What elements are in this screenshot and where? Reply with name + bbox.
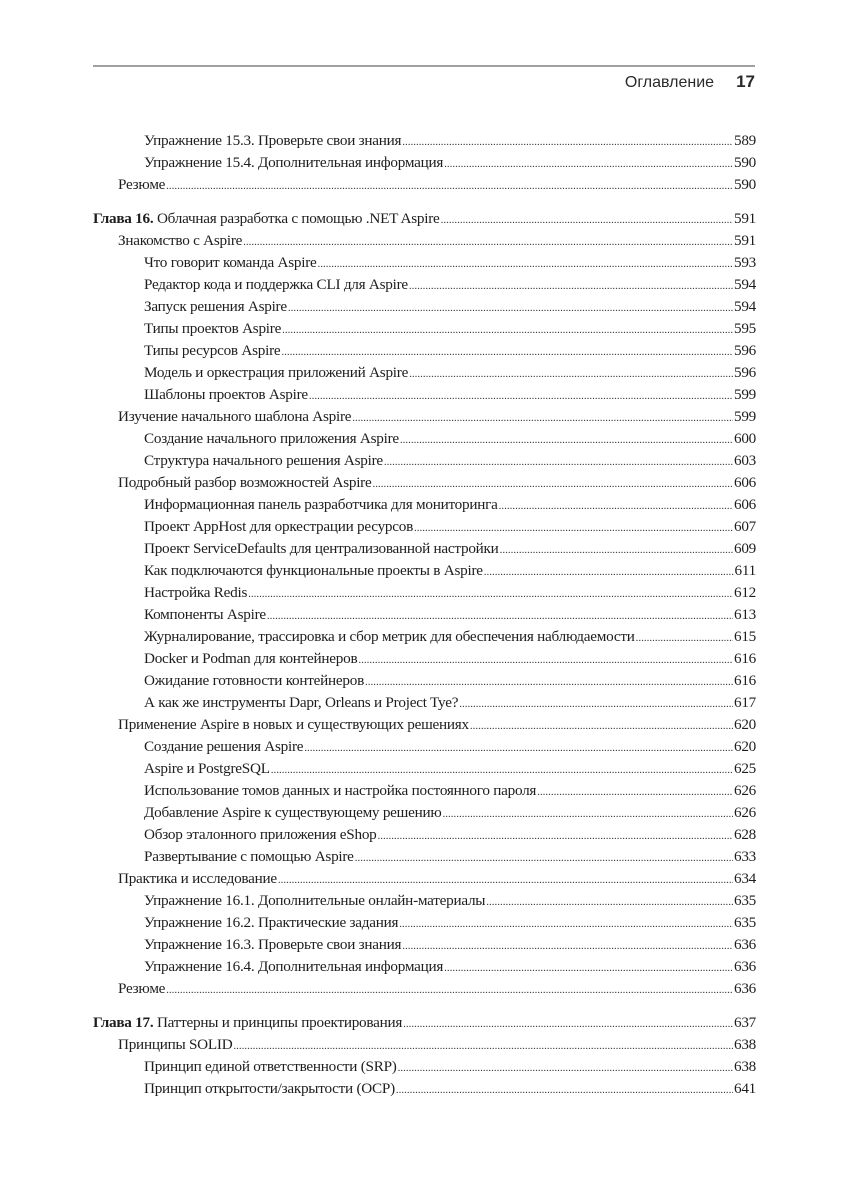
dot-leader (636, 627, 733, 649)
toc-entry-text: Упражнение 16.4. Дополнительная информация (144, 958, 444, 975)
toc-entry-page: 596 (733, 364, 756, 381)
toc-entry-text: Использование томов данных и настройка постоянного пароля (144, 782, 537, 799)
toc-entry-title (144, 1078, 395, 1100)
toc-entry-text: Шаблоны проектов Aspire (144, 386, 308, 403)
toc-entry-text: Информационная панель разработчика для мониторинга (144, 496, 498, 513)
toc-entry[interactable] (93, 252, 756, 274)
toc-entry[interactable] (93, 912, 756, 934)
toc-entry-text: Паттерны и принципы проектирования (153, 1014, 403, 1031)
toc-entry-page: 636 (733, 980, 756, 997)
toc-entry-text: Ожидание готовности контейнеров (144, 672, 365, 689)
toc-entry-title (144, 626, 635, 648)
toc-entry-text: Упражнение 15.4. Дополнительная информация (144, 154, 444, 171)
toc-entry-text: Типы проектов Aspire (144, 320, 282, 337)
toc-entry-text: Упражнение 16.1. Дополнительные онлайн-материалы (144, 892, 486, 909)
toc-entry-page: 615 (733, 628, 756, 645)
toc-entry-text: Знакомство с Aspire (118, 232, 243, 249)
toc-entry[interactable] (93, 736, 756, 758)
toc-entry-title (118, 406, 351, 428)
dot-leader (399, 913, 733, 935)
toc-entry-title (144, 152, 443, 174)
toc-entry[interactable] (93, 846, 756, 868)
toc-entry[interactable] (93, 1056, 756, 1078)
dot-leader (398, 1057, 733, 1079)
toc-entry-title (118, 472, 371, 494)
toc-entry[interactable] (93, 362, 756, 384)
toc-entry-page: 594 (733, 276, 756, 293)
toc-chapter-entry[interactable] (93, 208, 756, 230)
dot-leader (378, 825, 733, 847)
toc-entry-page: 633 (733, 848, 756, 865)
toc-entry-title (144, 1056, 397, 1078)
toc-entry[interactable] (93, 868, 756, 890)
toc-entry-title (144, 494, 498, 516)
dot-leader (444, 153, 733, 175)
toc-entry-page: 591 (733, 232, 756, 249)
toc-entry-title (144, 692, 458, 714)
toc-entry-text: Принцип открытости/закрытости (OCP) (144, 1080, 395, 1097)
toc-entry-page: 625 (733, 760, 756, 777)
toc-entry-page: 590 (733, 154, 756, 171)
toc-entry[interactable] (93, 494, 756, 516)
toc-entry[interactable] (93, 174, 756, 196)
toc-entry-text: Обзор эталонного приложения eShop (144, 826, 377, 843)
toc-entry-page: 609 (733, 540, 756, 557)
toc-entry-title (144, 912, 398, 934)
toc-entry-page: 620 (733, 716, 756, 733)
toc-entry-page: 626 (733, 782, 756, 799)
toc-entry-page: 600 (733, 430, 756, 447)
toc-entry[interactable] (93, 130, 756, 152)
toc-entry-page: 612 (733, 584, 756, 601)
dot-leader (442, 803, 733, 825)
toc-entry[interactable] (93, 450, 756, 472)
toc-entry-title (144, 340, 280, 362)
dot-leader (352, 407, 733, 429)
dot-leader (402, 131, 733, 153)
toc-entry-title (144, 318, 281, 340)
dot-leader (267, 605, 733, 627)
toc-entry-text: Принцип единой ответственности (SRP) (144, 1058, 397, 1075)
toc-entry[interactable] (93, 318, 756, 340)
dot-leader (282, 319, 733, 341)
toc-entry-page: 595 (733, 320, 756, 337)
toc-entry-title (144, 846, 354, 868)
toc-entry-page: 606 (733, 474, 756, 491)
toc-entry-title (144, 516, 413, 538)
toc-entry-title (144, 780, 536, 802)
toc-entry[interactable] (93, 582, 756, 604)
toc-entry-page: 590 (733, 176, 756, 193)
toc-entry-text: Как подключаются функциональные проекты в Aspire (144, 562, 483, 579)
dot-leader (372, 473, 733, 495)
toc-entry-page: 603 (733, 452, 756, 469)
dot-leader (288, 297, 733, 319)
toc-entry-text: Модель и оркестрация приложений Aspire (144, 364, 409, 381)
toc-entry-text: Проект AppHost для оркестрации ресурсов (144, 518, 414, 535)
toc-entry-page: 593 (733, 254, 756, 271)
toc-entry-title (144, 648, 357, 670)
dot-leader (486, 891, 733, 913)
running-head-title: Оглавление (624, 74, 715, 91)
toc-entry[interactable] (93, 670, 756, 692)
toc-entry[interactable] (93, 824, 756, 846)
dot-leader (444, 957, 733, 979)
dot-leader (500, 539, 733, 561)
toc-entry[interactable] (93, 978, 756, 1000)
toc-entry-text: Создание решения Aspire (144, 738, 304, 755)
toc-entry-title (144, 560, 483, 582)
toc-entry-title (118, 174, 165, 196)
toc-entry-text: Развертывание с помощью Aspire (144, 848, 354, 865)
toc-entry-title (144, 450, 383, 472)
toc-entry-page: 599 (733, 386, 756, 403)
toc-entry-text: Упражнение 16.2. Практические задания (144, 914, 399, 931)
toc-entry-page: 634 (733, 870, 756, 887)
toc-entry[interactable] (93, 604, 756, 626)
table-of-contents (93, 130, 756, 1100)
toc-entry[interactable] (93, 152, 756, 174)
toc-entry-title (144, 824, 377, 846)
toc-entry-text: Docker и Podman для контейнеров (144, 650, 358, 667)
toc-entry-page: 626 (733, 804, 756, 821)
toc-entry-page: 594 (733, 298, 756, 315)
page-number: 17 (736, 72, 755, 91)
running-head (625, 72, 755, 94)
toc-entry[interactable] (93, 406, 756, 428)
toc-entry-text: Запуск решения Aspire (144, 298, 287, 315)
toc-entry[interactable] (93, 296, 756, 318)
dot-leader (166, 979, 733, 1001)
toc-entry-page: 616 (733, 672, 756, 689)
toc-entry-text: Что говорит команда Aspire (144, 254, 317, 271)
toc-entry-title (118, 714, 469, 736)
toc-entry-title (144, 428, 399, 450)
toc-entry-title (118, 230, 242, 252)
toc-entry-page: 636 (733, 958, 756, 975)
toc-entry[interactable] (93, 692, 756, 714)
toc-entry-text: Aspire и PostgreSQL (144, 760, 270, 777)
dot-leader (309, 385, 733, 407)
dot-leader (233, 1035, 733, 1057)
toc-entry-page: 635 (733, 914, 756, 931)
dot-leader (402, 935, 733, 957)
toc-entry-page: 638 (733, 1058, 756, 1075)
toc-entry[interactable] (93, 538, 756, 560)
dot-leader (278, 869, 733, 891)
toc-entry-text: Типы ресурсов Aspire (144, 342, 281, 359)
toc-entry[interactable] (93, 274, 756, 296)
dot-leader (384, 451, 733, 473)
toc-entry-page: 589 (733, 132, 756, 149)
toc-entry-page: 620 (733, 738, 756, 755)
toc-entry[interactable] (93, 560, 756, 582)
toc-entry-title (144, 362, 408, 384)
toc-entry-title (118, 1034, 232, 1056)
dot-leader (355, 847, 733, 869)
dot-leader (358, 649, 733, 671)
toc-entry-title (144, 130, 401, 152)
toc-entry-title (144, 582, 247, 604)
dot-leader (459, 693, 733, 715)
toc-chapter-entry[interactable] (93, 1012, 756, 1034)
toc-entry-page: 596 (733, 342, 756, 359)
toc-entry[interactable] (93, 1034, 756, 1056)
toc-entry-title (144, 604, 266, 626)
toc-entry-text: Настройка Redis (144, 584, 248, 601)
dot-leader (396, 1079, 733, 1101)
toc-entry-text: Добавление Aspire к существующему решению (144, 804, 442, 821)
toc-entry-title (93, 208, 440, 230)
toc-entry-text: Создание начального приложения Aspire (144, 430, 399, 447)
toc-entry[interactable] (93, 780, 756, 802)
toc-entry-page: 617 (733, 694, 756, 711)
toc-entry[interactable] (93, 802, 756, 824)
dot-leader (304, 737, 733, 759)
toc-entry-text: Принципы SOLID (118, 1036, 233, 1053)
dot-leader (400, 429, 733, 451)
toc-entry-title (144, 296, 287, 318)
dot-leader (499, 495, 733, 517)
toc-entry-page: 641 (733, 1080, 756, 1097)
toc-entry[interactable] (93, 956, 756, 978)
toc-entry-text: Журналирование, трассировка и сбор метрик для обеспечения наблюдаемости (144, 628, 635, 645)
dot-leader (537, 781, 733, 803)
toc-entry-text: Подробный разбор возможностей Aspire (118, 474, 372, 491)
dot-leader (403, 1013, 733, 1035)
toc-entry-title (93, 1012, 402, 1034)
header-rule (93, 65, 755, 67)
dot-leader (470, 715, 733, 737)
toc-entry-page: 611 (734, 562, 756, 579)
toc-entry-text: Проект ServiceDefaults для централизованной настройки (144, 540, 499, 557)
toc-entry-page: 607 (733, 518, 756, 535)
dot-leader (441, 209, 733, 231)
toc-entry-title (144, 956, 443, 978)
toc-entry[interactable] (93, 626, 756, 648)
toc-entry-text: Структура начального решения Aspire (144, 452, 383, 469)
toc-entry[interactable] (93, 758, 756, 780)
toc-entry-title (144, 890, 485, 912)
toc-entry[interactable] (93, 648, 756, 670)
toc-entry-title (118, 978, 165, 1000)
toc-entry-title (144, 758, 270, 780)
toc-entry-page: 606 (733, 496, 756, 513)
dot-leader (414, 517, 733, 539)
dot-leader (409, 363, 733, 385)
toc-entry-title (144, 670, 364, 692)
toc-entry-title (118, 868, 277, 890)
dot-leader (271, 759, 733, 781)
toc-entry-page: 638 (733, 1036, 756, 1053)
toc-entry[interactable] (93, 340, 756, 362)
toc-entry-title (144, 736, 303, 758)
toc-entry-page: 591 (733, 210, 756, 227)
toc-entry-title (144, 934, 401, 956)
toc-entry-text: Резюме (118, 176, 166, 193)
toc-entry-text: Облачная разработка с помощью .NET Aspire (153, 210, 440, 227)
toc-entry-page: 616 (733, 650, 756, 667)
toc-entry-text: Компоненты Aspire (144, 606, 266, 623)
toc-entry-title (144, 802, 441, 824)
toc-entry-page: 599 (733, 408, 756, 425)
dot-leader (318, 253, 733, 275)
toc-entry[interactable] (93, 714, 756, 736)
toc-entry-text: Упражнение 15.3. Проверьте свои знания (144, 132, 402, 149)
toc-entry[interactable] (93, 230, 756, 252)
toc-entry-page: 637 (733, 1014, 756, 1031)
toc-entry-title (144, 538, 499, 560)
toc-entry-text: Упражнение 16.3. Проверьте свои знания (144, 936, 402, 953)
toc-entry[interactable] (93, 934, 756, 956)
toc-entry[interactable] (93, 384, 756, 406)
toc-entry[interactable] (93, 890, 756, 912)
dot-leader (243, 231, 733, 253)
toc-entry[interactable] (93, 472, 756, 494)
toc-entry-text: Изучение начального шаблона Aspire (118, 408, 352, 425)
toc-entry-page: 636 (733, 936, 756, 953)
toc-entry-page: 613 (733, 606, 756, 623)
toc-entry-title (144, 252, 317, 274)
toc-entry-page: 635 (733, 892, 756, 909)
toc-entry-text: Редактор кода и поддержка CLI для Aspire (144, 276, 408, 293)
toc-entry[interactable] (93, 428, 756, 450)
toc-entry-title (144, 274, 408, 296)
dot-leader (248, 583, 733, 605)
toc-entry-title (144, 384, 308, 406)
dot-leader (484, 561, 734, 583)
dot-leader (365, 671, 733, 693)
toc-entry-page: 628 (733, 826, 756, 843)
dot-leader (166, 175, 733, 197)
chapter-label: Глава 17. (93, 1014, 154, 1031)
dot-leader (281, 341, 733, 363)
toc-entry-text: Применение Aspire в новых и существующих решениях (118, 716, 469, 733)
toc-entry-text: Резюме (118, 980, 166, 997)
toc-entry[interactable] (93, 1078, 756, 1100)
dot-leader (409, 275, 733, 297)
chapter-label: Глава 16. (93, 210, 154, 227)
toc-entry-text: Практика и исследование (118, 870, 277, 887)
toc-entry-text: А как же инструменты Dapr, Orleans и Project Tye? (144, 694, 459, 711)
toc-entry[interactable] (93, 516, 756, 538)
